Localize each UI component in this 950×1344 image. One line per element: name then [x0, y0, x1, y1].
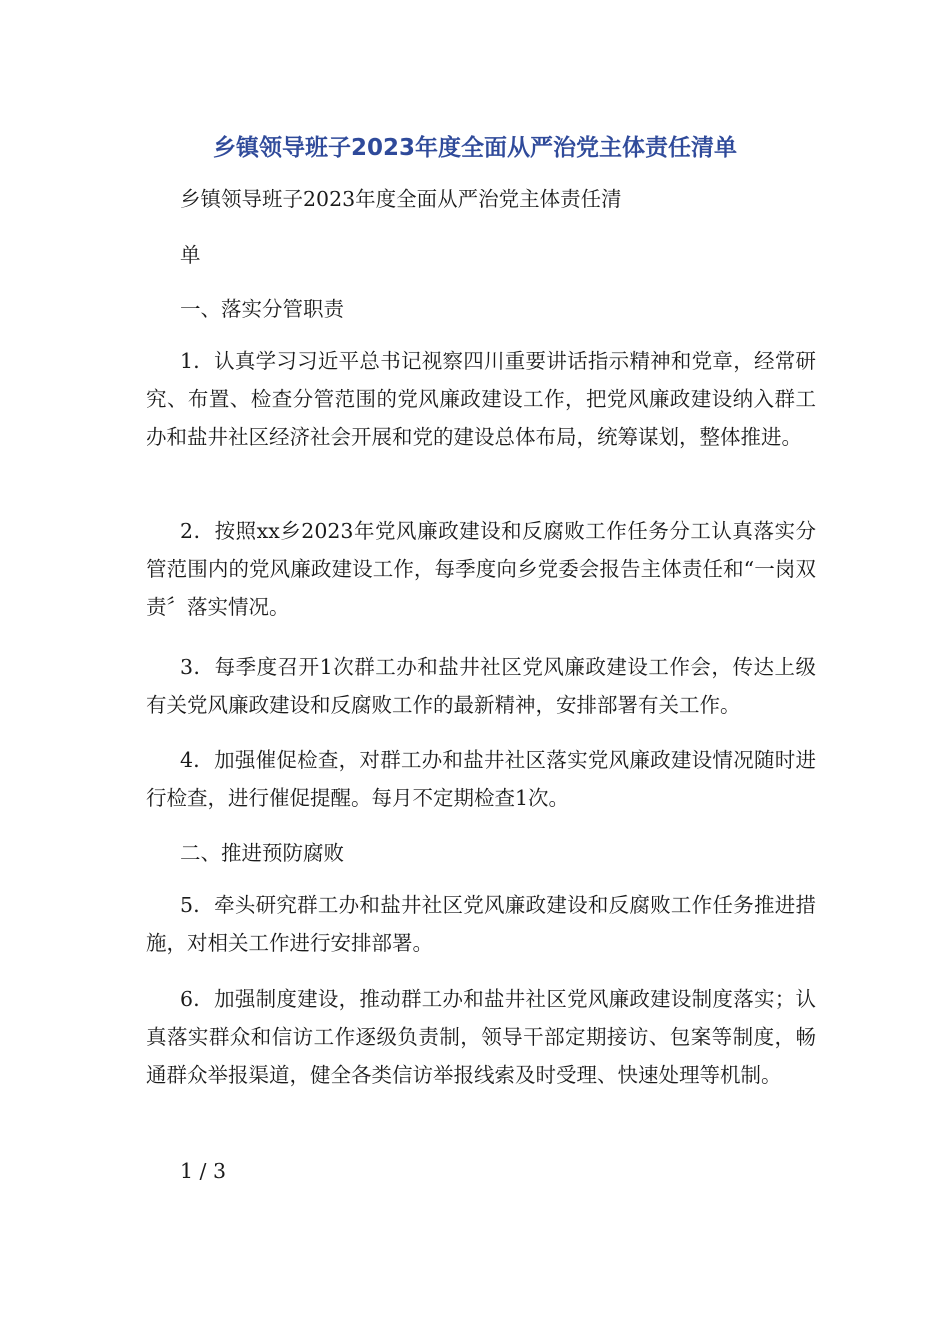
page-number: 1 / 3 — [180, 1159, 227, 1183]
subtitle-line-1: 乡镇领导班子2023年度全面从严治党主体责任清 — [180, 187, 622, 211]
paragraph-item-3: 3．每季度召开1次群工办和盐井社区党风廉政建设工作会，传达上级有关党风廉政建设和反腐败工作的最新精神，安排部署有关工作。 — [146, 655, 816, 717]
subtitle-line-2: 单 — [180, 243, 201, 267]
paragraph-item-2: 2．按照xx乡2023年党风廉政建设和反腐败工作任务分工认真落实分管范围内的党风廉政建设工作，每季度向乡党委会报告主体责任和“一岗双责〞落实情况。 — [146, 519, 816, 619]
section-1-heading: 一、落实分管职责 — [180, 297, 344, 321]
paragraph-item-4: 4．加强催促检查，对群工办和盐井社区落实党风廉政建设情况随时进行检查，进行催促提醒。每月不定期检查1次。 — [146, 748, 816, 810]
paragraph-item-5: 5．牵头研究群工办和盐井社区党风廉政建设和反腐败工作任务推进措施，对相关工作进行安排部署。 — [146, 893, 816, 955]
document-title: 乡镇领导班子2023年度全面从严治党主体责任清单 — [212, 135, 737, 161]
section-2-heading: 二、推进预防腐败 — [180, 841, 344, 865]
paragraph-item-1: 1．认真学习习近平总书记视察四川重要讲话指示精神和党章，经常研究、布置、检查分管范围的党风廉政建设工作，把党风廉政建设纳入群工办和盐井社区经济社会开展和党的建设总体布局，统筹谋划，整体推进。 — [146, 349, 816, 449]
paragraph-item-6: 6．加强制度建设，推动群工办和盐井社区党风廉政建设制度落实；认真落实群众和信访工作逐级负责制，领导干部定期接访、包案等制度，畅通群众举报渠道，健全各类信访举报线索及时受理、快速处理等机制。 — [146, 987, 816, 1087]
